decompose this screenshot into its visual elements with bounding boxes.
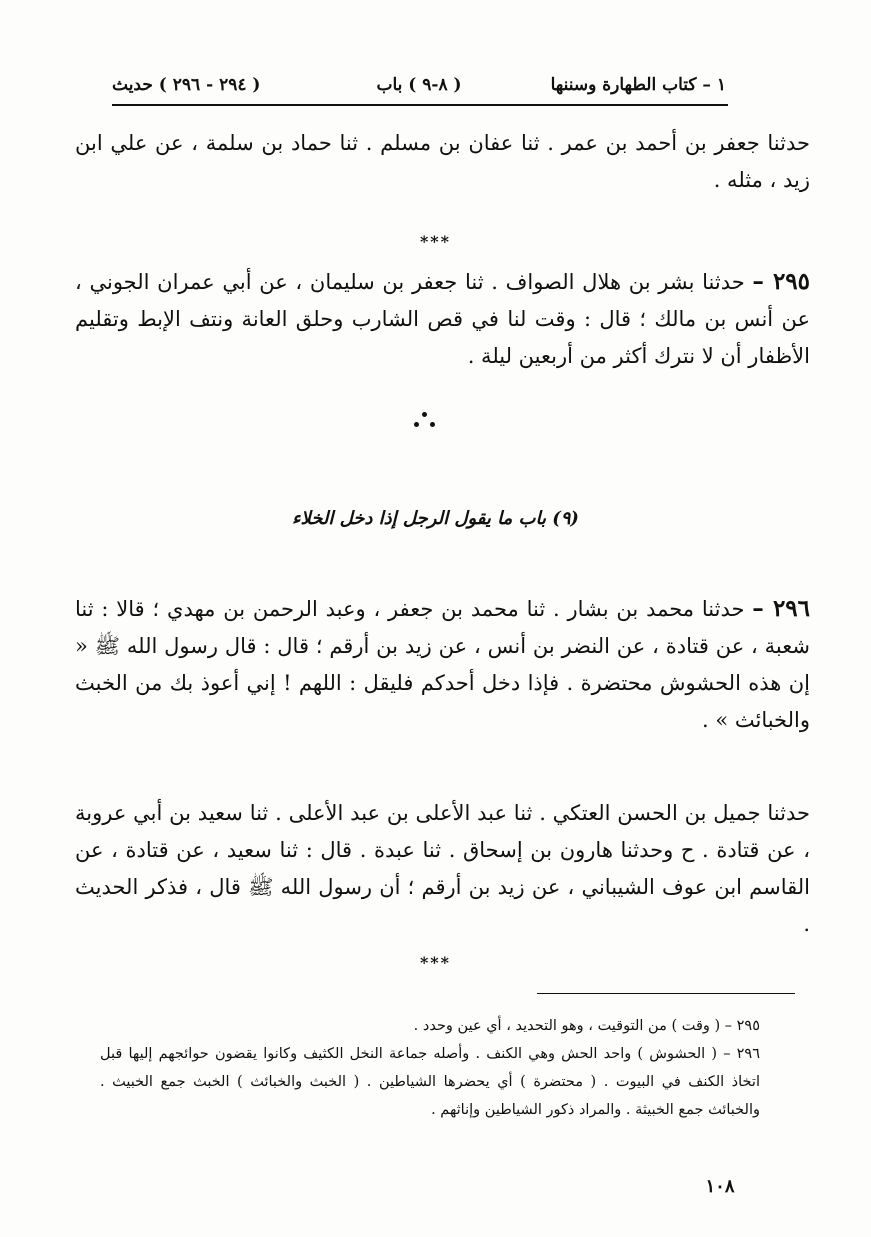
- header-hadith-range: ( ٢٩٤ - ٢٩٦ ) حديث: [112, 75, 261, 95]
- footnotes: [100, 1012, 760, 1124]
- hadith-paragraph-1: [75, 125, 810, 199]
- hadith-296: [75, 590, 810, 739]
- hadith-295: [75, 263, 810, 375]
- header-rule: [112, 104, 728, 106]
- hadith-text: حدثنا محمد بن بشار . ثنا محمد بن جعفر ، وعبد الرحمن بن مهدي ؛ قالا : ثنا شعبة ، عن قتادة ، عن النضر بن أنس ، عن زيد بن أرقم ؛ قال : قال رسول الله ﷺ « إن هذه الحشوش محتضرة . فإذا دخل أحدكم فليقل : اللهم ! إني أعوذ بك من الخبث والخبائث » .: [75, 597, 810, 732]
- section-separator-stars: ***: [419, 232, 452, 251]
- page-number: ١٠٨: [705, 1176, 735, 1197]
- hadith-number: ٢٩٦ –: [752, 595, 810, 622]
- hadith-text: حدثنا جعفر بن أحمد بن عمر . ثنا عفان بن مسلم . ثنا حماد بن سلمة ، عن علي ابن زيد ، مثله .: [75, 131, 810, 192]
- section-separator-stars: ***: [419, 953, 452, 972]
- chapter-heading: (٩) باب ما يقول الرجل إذا دخل الخلاء: [292, 508, 579, 529]
- header-book-title: ١ – كتاب الطهارة وسننها: [550, 75, 726, 95]
- hadith-text: حدثنا بشر بن هلال الصواف . ثنا جعفر بن سليمان ، عن أبي عمران الجوني ، عن أنس بن مالك ؛ قال : وقت لنا في قص الشارب وحلق العانة ونتف الإبط وتقليم الأظفار أن لا نترك أكثر من أربعين ليلة .: [75, 270, 810, 368]
- ornament-dots: [405, 412, 445, 442]
- footnote-rule: [537, 993, 795, 994]
- running-header: [112, 70, 726, 100]
- header-chapter-range: ( ٨-٩ ) باب: [376, 75, 462, 95]
- footnote-295: ٢٩٥ – ( وقت ) من التوقيت ، وهو التحديد ، أي عين وحدد .: [413, 1018, 760, 1034]
- footnote-296: ٢٩٦ – ( الحشوش ) واحد الحش وهي الكنف . وأصله جماعة النخل الكثيف وكانوا يقضون حوائجهم إليها قبل اتخاذ الكنف في البيوت . ( محتضرة ) أي يحضرها الشياطين . ( الخبث والخبائث ) الخبث جمع الخبيث . والخبائث جمع الخبيثة . والمراد ذكور الشياطين وإناثهم .: [100, 1046, 760, 1118]
- hadith-296-variant: [75, 795, 810, 943]
- hadith-text: حدثنا جميل بن الحسن العتكي . ثنا عبد الأعلى بن عبد الأعلى . ثنا سعيد بن أبي عروبة ، عن قتادة . ح وحدثنا هارون بن إسحاق . ثنا عبدة . قال : ثنا سعيد ، عن قتادة ، عن القاسم ابن عوف الشيباني ، عن زيد بن أرقم ؛ أن رسول الله ﷺ قال ، فذكر الحديث .: [75, 801, 810, 936]
- hadith-number: ٢٩٥ –: [752, 268, 810, 295]
